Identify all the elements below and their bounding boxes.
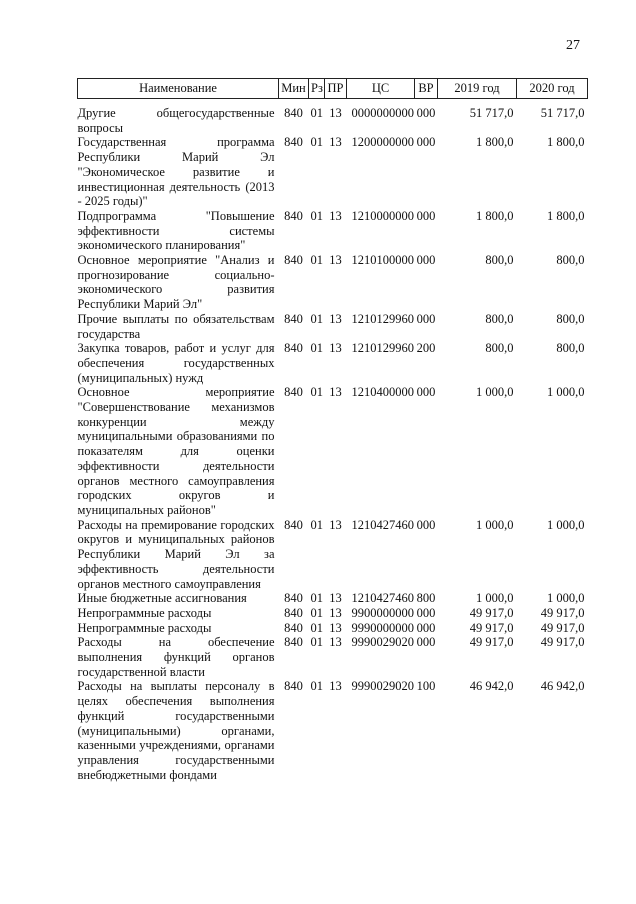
cell-y2020: 49 917,0 bbox=[540, 605, 585, 620]
cell-min: 840 bbox=[284, 311, 303, 326]
cell-rz: 01 bbox=[310, 135, 323, 150]
cell-pr: 13 bbox=[329, 311, 342, 326]
cell-pr: 13 bbox=[329, 208, 342, 223]
cell-y2020: 800,0 bbox=[556, 253, 585, 268]
cell-y2019: 1 800,0 bbox=[476, 208, 514, 223]
cell-vr: 000 bbox=[416, 517, 436, 532]
cell-rz: 01 bbox=[310, 591, 323, 606]
cell-min: 840 bbox=[284, 253, 303, 268]
cell-y2019: 51 717,0 bbox=[469, 106, 514, 120]
table-row bbox=[78, 385, 588, 517]
cell-min: 840 bbox=[284, 135, 303, 150]
cell-cs: 1210400000 bbox=[351, 385, 414, 400]
cell-pr: 13 bbox=[329, 605, 342, 620]
cell-rz: 01 bbox=[310, 341, 323, 356]
cell-name: Расходы на выплаты персоналу в целях обеспечения выполнения функций государственными (муниципальными) органами, казенными учреждениями, органами управления государственными внебюджетными фондами bbox=[77, 679, 275, 782]
cell-min: 840 bbox=[284, 620, 303, 635]
cell-name: Основное мероприятие "Анализ и прогнозирование социально-экономического развития Республики Марий Эл" bbox=[77, 253, 275, 312]
table-row bbox=[78, 253, 588, 312]
cell-vr: 000 bbox=[416, 620, 436, 635]
cell-vr: 800 bbox=[416, 591, 436, 606]
cell-y2020: 1 000,0 bbox=[547, 385, 585, 400]
cell-cs: 1210427460 bbox=[351, 591, 414, 606]
cell-rz: 01 bbox=[310, 385, 323, 400]
table-body bbox=[78, 99, 588, 783]
cell-name: Другие общегосударственные вопросы bbox=[77, 106, 275, 135]
cell-pr: 13 bbox=[329, 679, 342, 694]
table-row bbox=[78, 135, 588, 209]
header-pr: ПР bbox=[325, 79, 347, 99]
cell-min: 840 bbox=[284, 385, 303, 400]
header-name: Наименование bbox=[78, 79, 279, 99]
cell-cs: 1210000000 bbox=[351, 208, 414, 223]
cell-cs: 9990000000 bbox=[351, 620, 414, 635]
cell-min: 840 bbox=[284, 106, 303, 120]
cell-cs: 1210129960 bbox=[351, 341, 414, 356]
cell-y2019: 1 000,0 bbox=[476, 517, 514, 532]
budget-table bbox=[77, 78, 588, 782]
cell-y2019: 46 942,0 bbox=[469, 679, 514, 694]
cell-pr: 13 bbox=[329, 135, 342, 150]
cell-rz: 01 bbox=[310, 106, 323, 120]
cell-pr: 13 bbox=[329, 341, 342, 356]
table-row bbox=[78, 99, 588, 136]
cell-name: Прочие выплаты по обязательствам государства bbox=[77, 311, 275, 341]
cell-vr: 000 bbox=[416, 385, 436, 400]
table-row bbox=[78, 635, 588, 679]
header-rz: Рз bbox=[309, 79, 325, 99]
table-row bbox=[78, 312, 588, 341]
cell-rz: 01 bbox=[310, 517, 323, 532]
table-row bbox=[78, 606, 588, 621]
header-cs: ЦС bbox=[347, 79, 415, 99]
table-row bbox=[78, 591, 588, 606]
cell-min: 840 bbox=[284, 517, 303, 532]
cell-pr: 13 bbox=[329, 106, 342, 120]
cell-cs: 9900000000 bbox=[351, 605, 414, 620]
cell-name: Непрограммные расходы bbox=[77, 605, 212, 620]
cell-vr: 100 bbox=[416, 679, 436, 694]
cell-vr: 000 bbox=[416, 135, 436, 150]
table-row bbox=[78, 621, 588, 636]
cell-min: 840 bbox=[284, 591, 303, 606]
cell-name: Закупка товаров, работ и услуг для обеспечения государственных (муниципальных) нужд bbox=[77, 341, 275, 385]
cell-y2020: 46 942,0 bbox=[540, 679, 585, 694]
cell-y2020: 1 800,0 bbox=[547, 208, 585, 223]
cell-vr: 000 bbox=[416, 208, 436, 223]
header-2020: 2020 год bbox=[517, 79, 588, 99]
cell-y2019: 1 000,0 bbox=[476, 385, 514, 400]
cell-y2019: 49 917,0 bbox=[469, 635, 514, 650]
header-min: Мин bbox=[279, 79, 309, 99]
cell-vr: 200 bbox=[416, 341, 436, 356]
cell-cs: 1210427460 bbox=[351, 517, 414, 532]
cell-rz: 01 bbox=[310, 605, 323, 620]
cell-pr: 13 bbox=[329, 591, 342, 606]
cell-y2020: 1 000,0 bbox=[547, 591, 585, 606]
header-2019: 2019 год bbox=[438, 79, 517, 99]
cell-y2019: 1 000,0 bbox=[476, 591, 514, 606]
cell-pr: 13 bbox=[329, 635, 342, 650]
cell-min: 840 bbox=[284, 605, 303, 620]
cell-vr: 000 bbox=[416, 311, 436, 326]
cell-y2020: 1 800,0 bbox=[547, 135, 585, 150]
table-row bbox=[78, 518, 588, 592]
cell-min: 840 bbox=[284, 679, 303, 694]
page-number: 27 bbox=[566, 38, 580, 53]
cell-name: Подпрограмма "Повышение эффективности системы экономического планирования" bbox=[77, 208, 275, 253]
cell-name: Расходы на премирование городских округов и муниципальных районов Республики Марий Эл за эффективность деятельности органов местного самоуправления bbox=[77, 517, 275, 591]
cell-y2020: 1 000,0 bbox=[547, 517, 585, 532]
cell-name: Основное мероприятие "Совершенствование механизмов конкуренции между муниципальными образованиями по показателям для оценки эффективности деятельности органов местного самоуправления городских округов и муниципальных районов" bbox=[77, 385, 275, 517]
cell-rz: 01 bbox=[310, 208, 323, 223]
cell-rz: 01 bbox=[310, 620, 323, 635]
header-vr: ВР bbox=[415, 79, 438, 99]
cell-min: 840 bbox=[284, 635, 303, 650]
cell-name: Государственная программа Республики Марий Эл "Экономическое развитие и инвестиционная деятельность (2013 - 2025 годы)" bbox=[77, 135, 275, 209]
cell-y2019: 49 917,0 bbox=[469, 620, 514, 635]
cell-cs: 1210100000 bbox=[351, 253, 414, 268]
cell-cs: 1210129960 bbox=[351, 311, 414, 326]
cell-y2019: 800,0 bbox=[485, 311, 514, 326]
cell-cs: 9990029020 bbox=[351, 635, 414, 650]
cell-name: Иные бюджетные ассигнования bbox=[77, 591, 247, 606]
table-row bbox=[78, 679, 588, 782]
table-row bbox=[78, 341, 588, 385]
cell-y2019: 49 917,0 bbox=[469, 605, 514, 620]
cell-rz: 01 bbox=[310, 253, 323, 268]
cell-name: Расходы на обеспечение выполнения функций органов государственной власти bbox=[77, 635, 275, 679]
cell-pr: 13 bbox=[329, 517, 342, 532]
cell-y2020: 800,0 bbox=[556, 311, 585, 326]
table-row bbox=[78, 209, 588, 253]
cell-rz: 01 bbox=[310, 635, 323, 650]
cell-vr: 000 bbox=[416, 605, 436, 620]
cell-min: 840 bbox=[284, 341, 303, 356]
table-header bbox=[78, 79, 588, 99]
cell-y2020: 800,0 bbox=[556, 341, 585, 356]
cell-vr: 000 bbox=[416, 253, 436, 268]
cell-vr: 000 bbox=[416, 635, 436, 650]
cell-y2020: 49 917,0 bbox=[540, 635, 585, 650]
cell-rz: 01 bbox=[310, 311, 323, 326]
cell-pr: 13 bbox=[329, 253, 342, 268]
cell-rz: 01 bbox=[310, 679, 323, 694]
cell-y2020: 51 717,0 bbox=[540, 106, 585, 120]
cell-y2019: 1 800,0 bbox=[476, 135, 514, 150]
cell-y2020: 49 917,0 bbox=[540, 620, 585, 635]
cell-cs: 1200000000 bbox=[351, 135, 414, 150]
cell-min: 840 bbox=[284, 208, 303, 223]
cell-name: Непрограммные расходы bbox=[77, 620, 212, 635]
cell-pr: 13 bbox=[329, 620, 342, 635]
cell-cs: 0000000000 bbox=[351, 106, 414, 120]
cell-vr: 000 bbox=[416, 106, 436, 120]
cell-y2019: 800,0 bbox=[485, 253, 514, 268]
cell-cs: 9990029020 bbox=[351, 679, 414, 694]
cell-pr: 13 bbox=[329, 385, 342, 400]
cell-y2019: 800,0 bbox=[485, 341, 514, 356]
